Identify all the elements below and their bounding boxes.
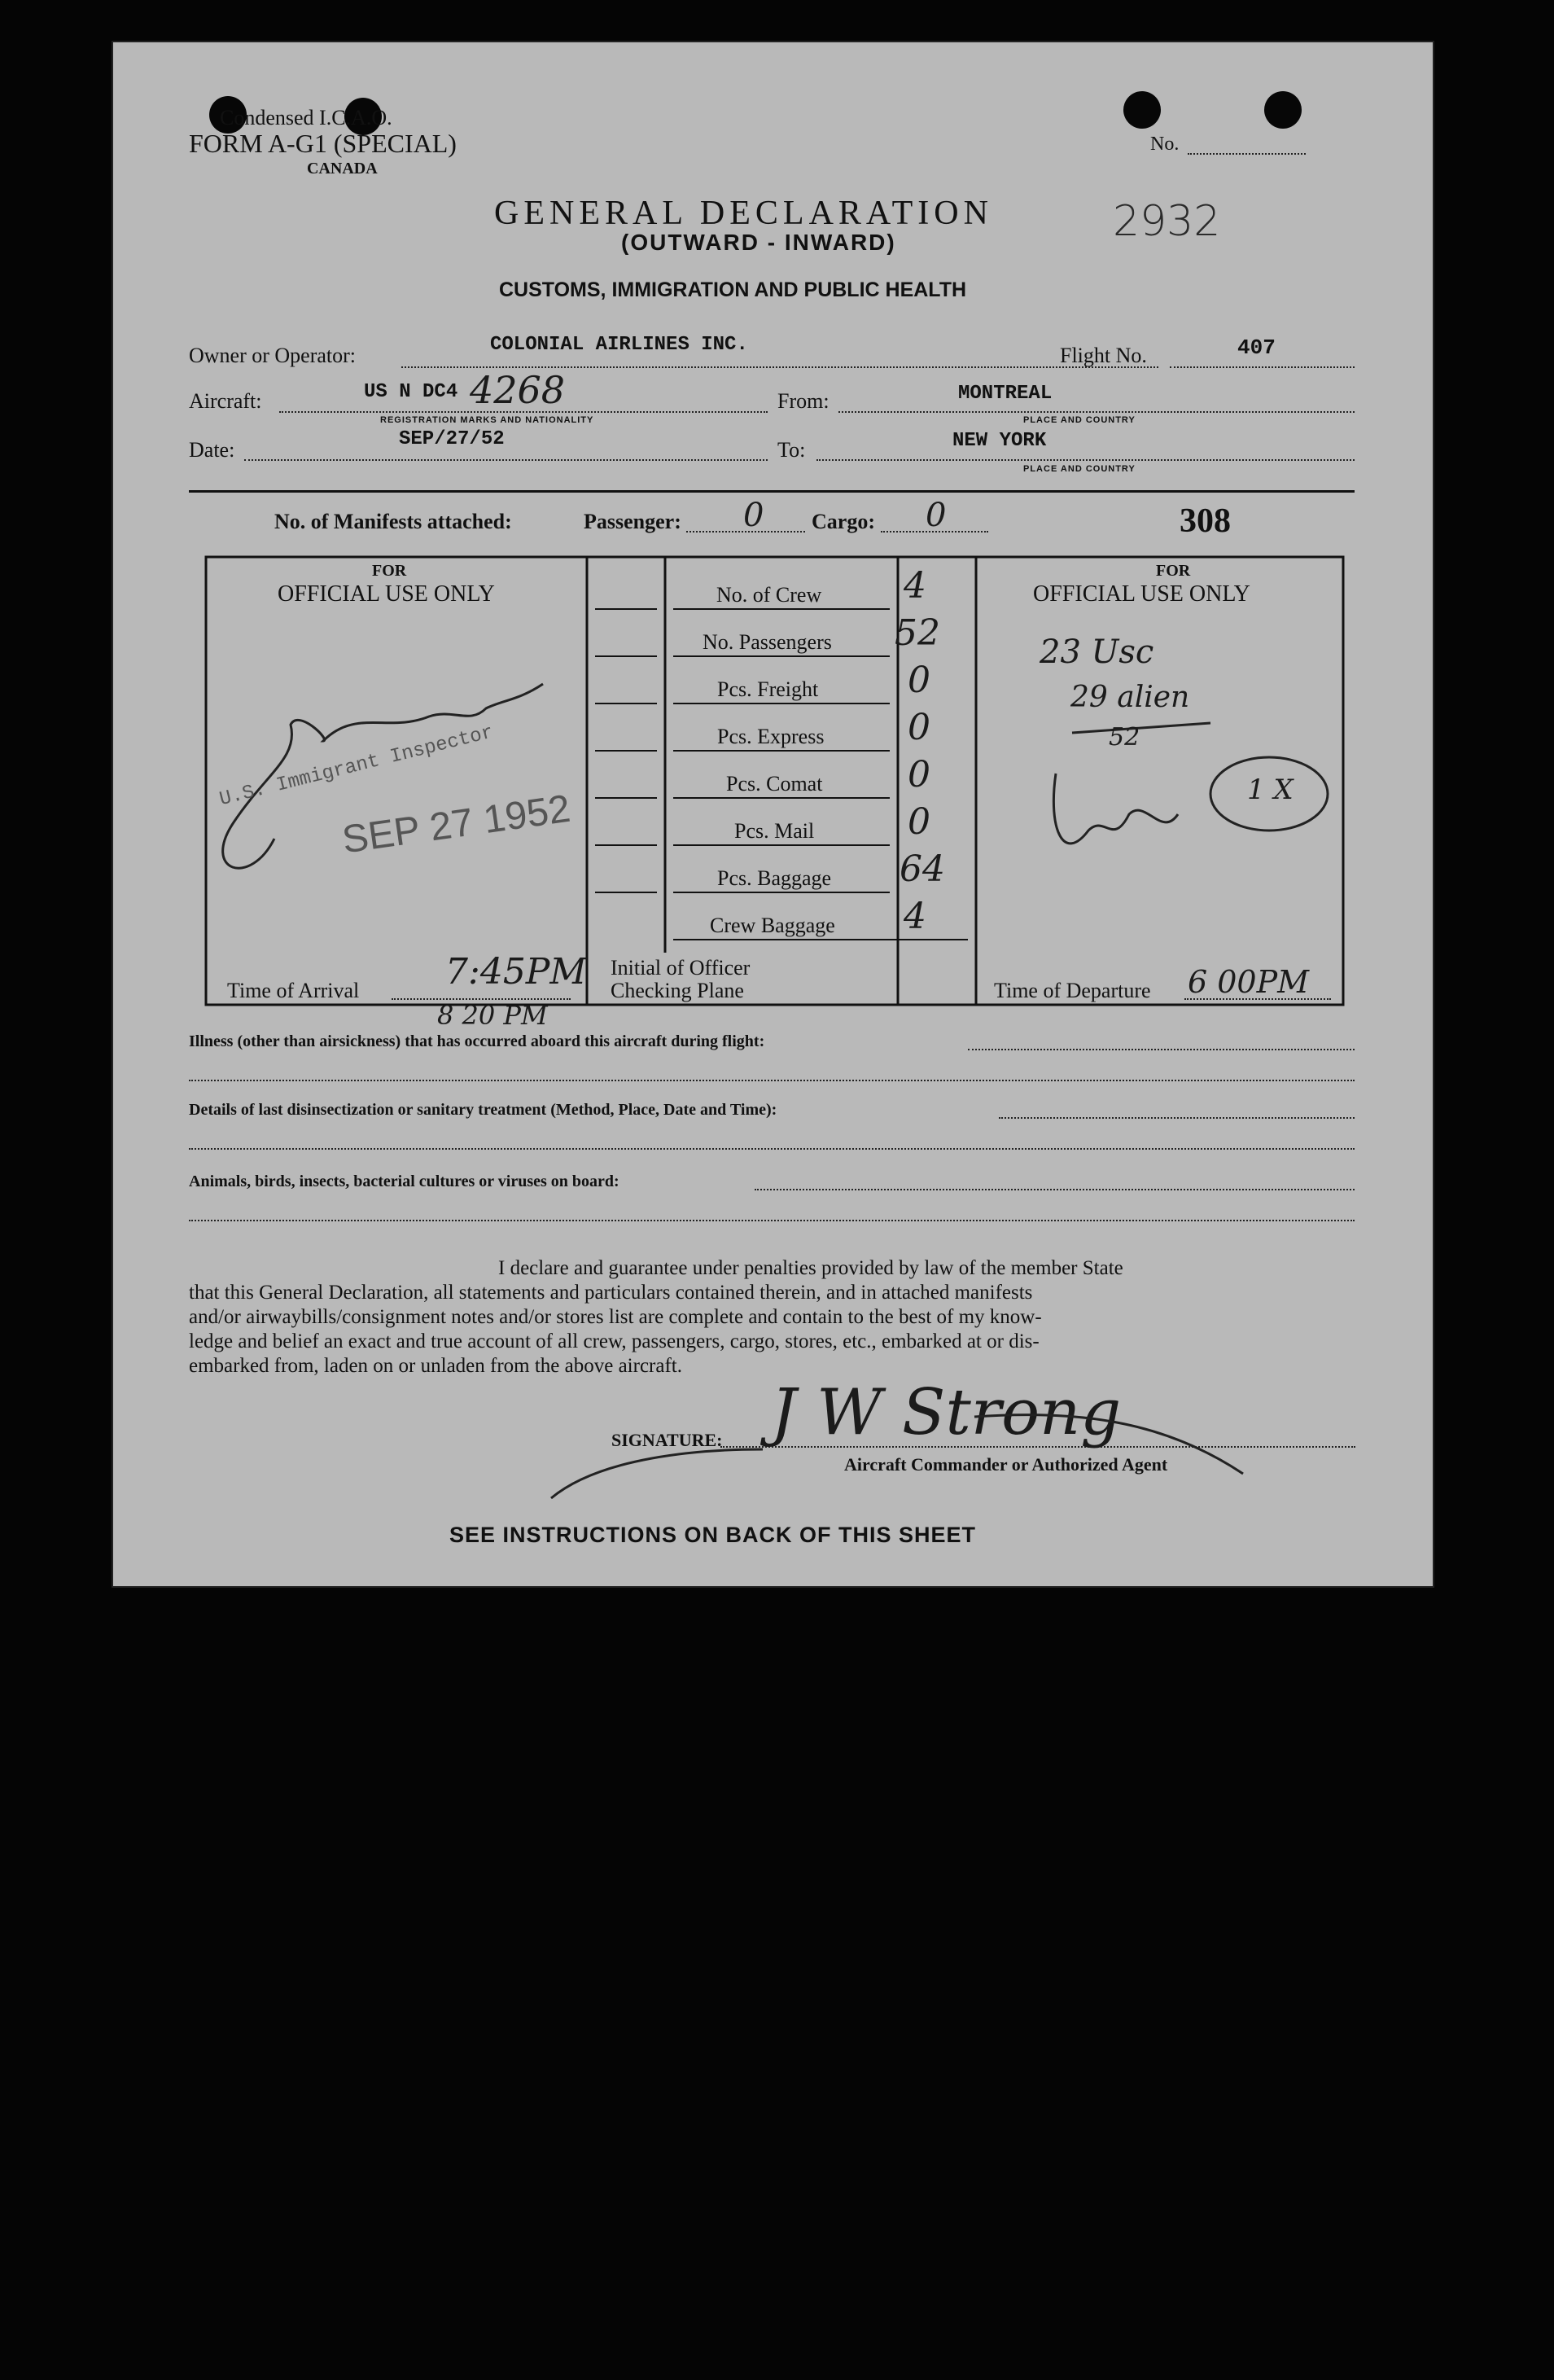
aircraft-label: Aircraft: (189, 389, 262, 413)
departure-value: 6 00PM (1188, 964, 1310, 1000)
row-comat-value: 0 (908, 754, 930, 796)
form-subheading: CUSTOMS, IMMIGRATION AND PUBLIC HEALTH (499, 278, 967, 301)
from-value: MONTREAL (958, 383, 1053, 405)
flight-label: Flight No. (1060, 344, 1147, 367)
arrival-correction: 8 20 PM (437, 1000, 548, 1031)
left-header-official: OFFICIAL USE ONLY (278, 581, 495, 607)
statement-line-5: embarked from, laden on or unladen from the above aircraft. (189, 1355, 682, 1377)
right-circled-note: 1 X (1247, 774, 1294, 806)
manifest-number: 308 (1180, 502, 1231, 540)
arrival-value: 7:45PM (445, 951, 587, 993)
row-express-value: 0 (908, 707, 930, 748)
cargo-manifest-label: Cargo: (812, 510, 875, 533)
aircraft-value-hand: 4268 (470, 368, 566, 412)
row-express-label: Pcs. Express (717, 725, 825, 748)
statement-line-4: ledge and belief an exact and true account of all crew, passengers, cargo, stores, etc., embarked at or dis- (189, 1330, 1040, 1352)
form-subtitle: (OUTWARD - INWARD) (621, 230, 896, 255)
handwritten-number: 2932 (1113, 197, 1221, 246)
place-caption-to: PLACE AND COUNTRY (1023, 464, 1136, 474)
row-crew-baggage-value: 4 (904, 896, 926, 937)
passenger-manifest-value: 0 (743, 497, 764, 534)
no-label: No. (1150, 134, 1180, 155)
form-line-2: FORM A-G1 (SPECIAL) (189, 129, 457, 158)
row-freight-value: 0 (908, 660, 930, 701)
departure-label: Time of Departure (994, 979, 1151, 1002)
initial-officer-label-1: Initial of Officer (611, 956, 751, 980)
place-caption-from: PLACE AND COUNTRY (1023, 415, 1136, 425)
right-note-3: 52 (1109, 723, 1140, 752)
statement-line-1: I declare and guarantee under penalties provided by law of the member State (498, 1257, 1123, 1279)
aircraft-value-typed: US N DC4 (364, 381, 458, 403)
right-note-2: 29 alien (1070, 681, 1190, 714)
right-header-official: OFFICIAL USE ONLY (1033, 581, 1250, 607)
illness-label: Illness (other than airsickness) that has occurred aboard this aircraft during flight: (189, 1032, 765, 1050)
row-baggage-value: 64 (900, 848, 945, 890)
row-passengers-value: 52 (895, 612, 940, 654)
row-freight-label: Pcs. Freight (717, 677, 819, 701)
disinsect-label: Details of last disinsectization or sanitary treatment (Method, Place, Date and Time): (189, 1101, 777, 1119)
to-value: NEW YORK (952, 430, 1047, 452)
statement-line-3: and/or airwaybills/consignment notes and/or stores list are complete and contain to the best of my know- (189, 1306, 1042, 1328)
right-header-for: FOR (1156, 562, 1191, 580)
animals-label: Animals, birds, insects, bacterial cultures or viruses on board: (189, 1172, 619, 1190)
registration-caption: REGISTRATION MARKS AND NATIONALITY (380, 415, 594, 425)
initial-officer-label-2: Checking Plane (611, 979, 744, 1002)
handwritten-signature: J W Strong (771, 1376, 1122, 1449)
passenger-manifest-label: Passenger: (584, 510, 681, 533)
arrival-label: Time of Arrival (227, 979, 360, 1002)
signature-label: SIGNATURE: (611, 1430, 723, 1450)
from-label: From: (777, 389, 830, 413)
row-baggage-label: Pcs. Baggage (717, 866, 832, 890)
cargo-manifest-value: 0 (926, 497, 947, 534)
row-mail-label: Pcs. Mail (734, 819, 815, 843)
signature-flourish (112, 41, 1434, 1588)
statement-line-2: that this General Declaration, all statements and particulars contained therein, and in attached manifests (189, 1282, 1033, 1304)
signature-caption: Aircraft Commander or Authorized Agent (844, 1454, 1168, 1475)
date-label: Date: (189, 438, 235, 462)
immigration-stamp-line: U.S. Immigrant Inspector (217, 721, 496, 812)
row-mail-value: 0 (908, 801, 930, 843)
row-comat-label: Pcs. Comat (726, 772, 823, 796)
row-crew-label: No. of Crew (716, 583, 822, 607)
right-note-1: 23 Usc (1040, 633, 1154, 671)
owner-value: COLONIAL AIRLINES INC. (490, 334, 748, 356)
immigration-stamp-date: SEP 27 1952 (339, 787, 573, 862)
form-title: GENERAL DECLARATION (494, 195, 993, 232)
row-crew-baggage-label: Crew Baggage (710, 914, 835, 937)
form-country: CANADA (307, 160, 378, 178)
row-passengers-label: No. Passengers (703, 630, 832, 654)
form-line-1: Condensed I.C.A.O. (220, 106, 392, 129)
to-label: To: (777, 438, 806, 462)
owner-label: Owner or Operator: (189, 344, 357, 367)
left-header-for: FOR (372, 562, 407, 580)
flight-value: 407 (1237, 335, 1276, 360)
footer-instructions: SEE INSTRUCTIONS ON BACK OF THIS SHEET (449, 1523, 977, 1547)
row-crew-value: 4 (904, 565, 926, 607)
form-sheet (112, 41, 1434, 1588)
date-value: SEP/27/52 (399, 428, 505, 450)
manifests-label: No. of Manifests attached: (274, 510, 512, 533)
